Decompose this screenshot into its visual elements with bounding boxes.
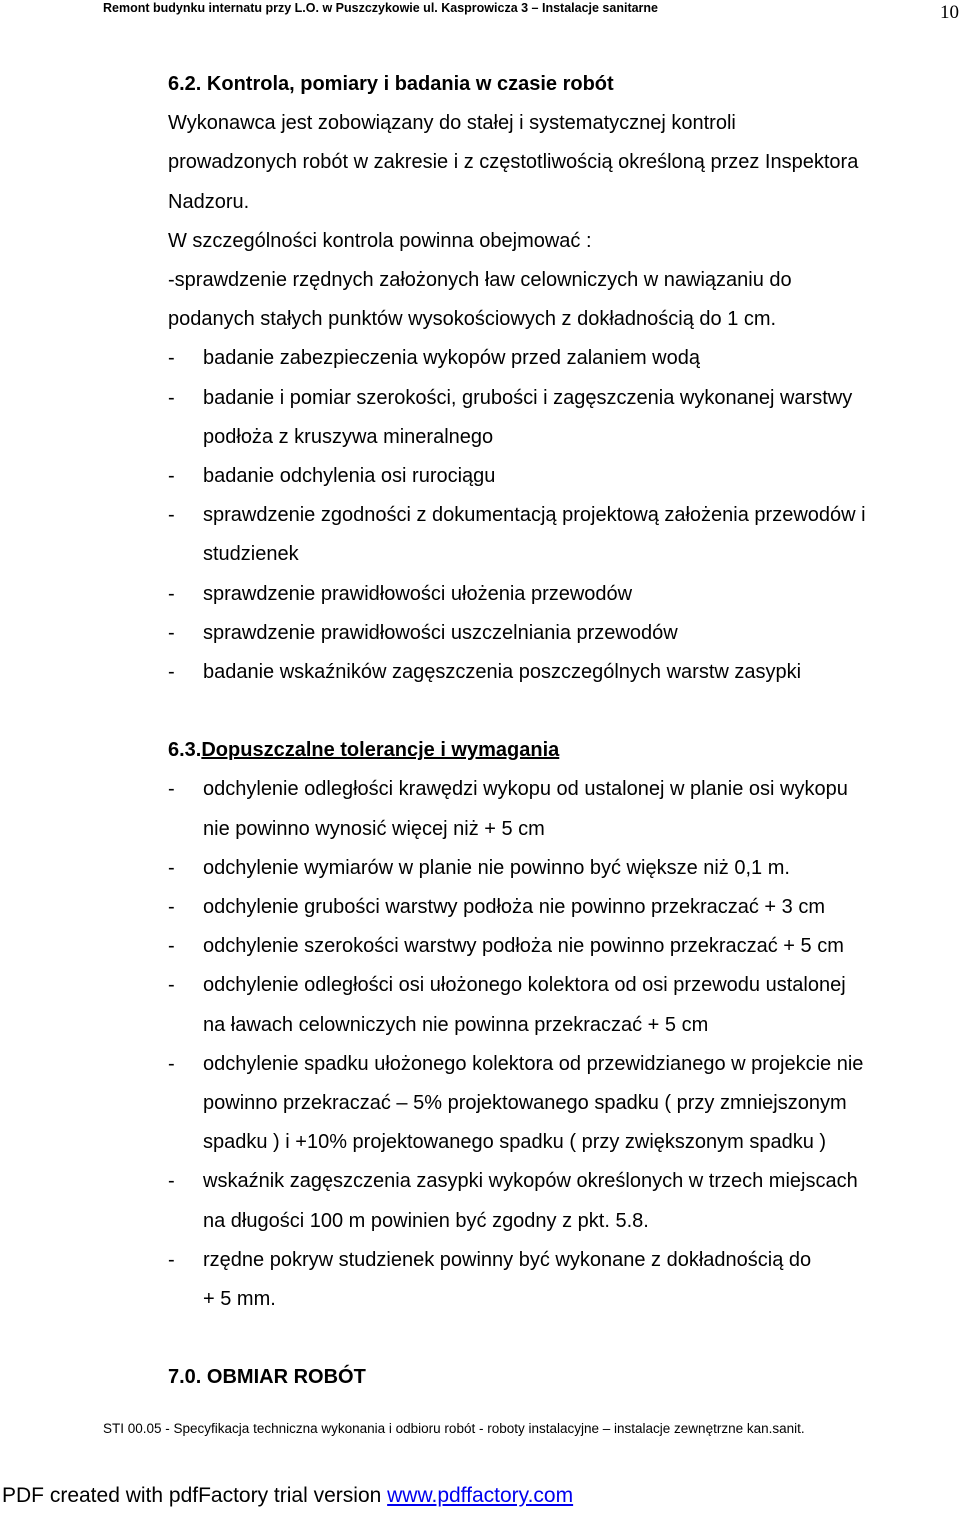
list-dash: - <box>168 974 175 997</box>
list-item-text <box>203 1241 811 1319</box>
footer-pdf-notice <box>2 1484 573 1508</box>
list-dash: - <box>168 856 175 879</box>
list-item-line: sprawdzenie prawidłowości ułożenia przewodów <box>203 582 633 605</box>
section-6-2-list <box>168 339 960 692</box>
list-item-text <box>203 653 801 692</box>
list-item-line: badanie wskaźników zagęszczenia poszczególnych warstw zasypki <box>203 661 802 684</box>
list-dash: - <box>168 621 175 644</box>
section-6-2-heading: 6.2. Kontrola, pomiary i badania w czasie robót <box>168 73 614 95</box>
section-7-0-heading: 7.0. OBMIAR ROBÓT <box>168 1366 366 1389</box>
list-item <box>168 575 960 614</box>
list-dash: - <box>168 347 175 370</box>
list-item <box>168 614 960 653</box>
list-item-text <box>203 770 848 848</box>
list-item-line: badanie zabezpieczenia wykopów przed zalaniem wodą <box>203 347 700 370</box>
list-dash: - <box>168 504 175 527</box>
section-6-3-heading <box>168 731 960 770</box>
list-dash: - <box>168 1170 175 1193</box>
list-item-line: badanie i pomiar szerokości, grubości i zagęszczenia wykonanej warstwy <box>203 386 853 409</box>
list-dash: - <box>168 778 175 801</box>
list-item-text <box>203 849 790 888</box>
list-item-line: spadku ) i +10% projektowanego spadku ( przy zwiększonym spadku ) <box>203 1131 827 1154</box>
list-item <box>168 770 960 848</box>
section-6-3-number: 6.3. <box>168 739 202 762</box>
list-item-text <box>203 1162 858 1240</box>
list-item <box>168 1045 960 1163</box>
list-dash: - <box>168 386 175 409</box>
list-dash: - <box>168 582 175 605</box>
list-item-line: sprawdzenie prawidłowości uszczelniania przewodów <box>203 621 678 644</box>
list-item <box>168 927 960 966</box>
list-item-line: studzienek <box>203 543 299 566</box>
list-item-line: odchylenie wymiarów w planie nie powinno być większe niż 0,1 m. <box>203 856 790 879</box>
list-item-line: rzędne pokryw studzienek powinny być wykonane z dokładnością do <box>203 1248 812 1271</box>
list-item-text <box>203 496 866 574</box>
header-title: Remont budynku internatu przy L.O. w Puszczykowie ul. Kasprowicza 3 – Instalacje sanitarne <box>103 1 659 15</box>
list-item-text <box>203 927 844 966</box>
list-item-line: + 5 mm. <box>203 1288 276 1311</box>
list-item <box>168 849 960 888</box>
intro-line: Wykonawca jest zobowiązany do stałej i systematycznej kontroli <box>168 112 736 135</box>
list-dash: - <box>168 1052 175 1075</box>
intro-line: -sprawdzenie rzędnych założonych ław celowniczych w nawiązaniu do <box>168 269 792 292</box>
list-item-text <box>203 379 852 457</box>
list-item-line: podłoża z kruszywa mineralnego <box>203 425 494 448</box>
list-item-line: wskaźnik zagęszczenia zasypki wykopów określonych w trzech miejscach <box>203 1170 858 1193</box>
section-6-3-title: Dopuszczalne tolerancje i wymagania <box>201 739 560 762</box>
list-item-text <box>203 966 846 1044</box>
list-dash: - <box>168 896 175 919</box>
list-item-text <box>203 457 495 496</box>
list-item <box>168 457 960 496</box>
list-item-line: odchylenie grubości warstwy podłoża nie powinno przekraczać + 3 cm <box>203 896 825 919</box>
list-item-line: odchylenie odległości osi ułożonego kolektora od osi przewodu ustalonej <box>203 974 846 997</box>
list-item-text <box>203 888 825 927</box>
list-item <box>168 1162 960 1240</box>
list-item <box>168 653 960 692</box>
document-body <box>168 65 960 1398</box>
list-item <box>168 966 960 1044</box>
list-item <box>168 339 960 378</box>
list-item-text <box>203 1045 863 1163</box>
intro-line: Nadzoru. <box>168 190 250 213</box>
list-item-line: odchylenie odległości krawędzi wykopu od ustalonej w planie osi wykopu <box>203 778 848 801</box>
list-item <box>168 379 960 457</box>
list-item-text <box>203 339 700 378</box>
list-item-line: badanie odchylenia osi rurociągu <box>203 465 496 488</box>
list-item-line: powinno przekraczać – 5% projektowanego spadku ( przy zmniejszonym <box>203 1092 847 1115</box>
list-item-line: sprawdzenie zgodności z dokumentacją projektową założenia przewodów i <box>203 504 866 527</box>
list-item <box>168 1241 960 1319</box>
list-item-line: odchylenie spadku ułożonego kolektora od przewidzianego w projekcie nie <box>203 1052 864 1075</box>
section-6-2-intro <box>168 104 960 339</box>
list-item-line: nie powinno wynosić więcej niż + 5 cm <box>203 817 545 840</box>
list-item <box>168 496 960 574</box>
list-dash: - <box>168 1248 175 1271</box>
pdf-notice-text: PDF created with pdfFactory trial version <box>2 1484 388 1507</box>
footer-spec: STI 00.05 - Specyfikacja techniczna wykonania i odbioru robót - roboty instalacyjne – instalacje zewnętrzne kan.sanit. <box>103 1421 805 1436</box>
list-item <box>168 888 960 927</box>
list-item-text <box>203 575 632 614</box>
intro-line: podanych stałych punktów wysokościowych z dokładnością do 1 cm. <box>168 308 777 331</box>
list-dash: - <box>168 661 175 684</box>
list-item-text <box>203 614 678 653</box>
list-dash: - <box>168 935 175 958</box>
intro-line: prowadzonych robót w zakresie i z częstotliwością określoną przez Inspektora <box>168 151 859 174</box>
page-number: 10 <box>940 2 959 23</box>
intro-line: W szczególności kontrola powinna obejmować : <box>168 229 592 252</box>
list-item-line: odchylenie szerokości warstwy podłoża nie powinno przekraczać + 5 cm <box>203 935 844 958</box>
list-item-line: na długości 100 m powinien być zgodny z pkt. 5.8. <box>203 1209 649 1232</box>
section-6-3-list <box>168 770 960 1319</box>
list-item-line: na ławach celowniczych nie powinna przekraczać + 5 cm <box>203 1013 709 1036</box>
pdffactory-link[interactable]: www.pdffactory.com <box>387 1484 574 1507</box>
list-dash: - <box>168 465 175 488</box>
